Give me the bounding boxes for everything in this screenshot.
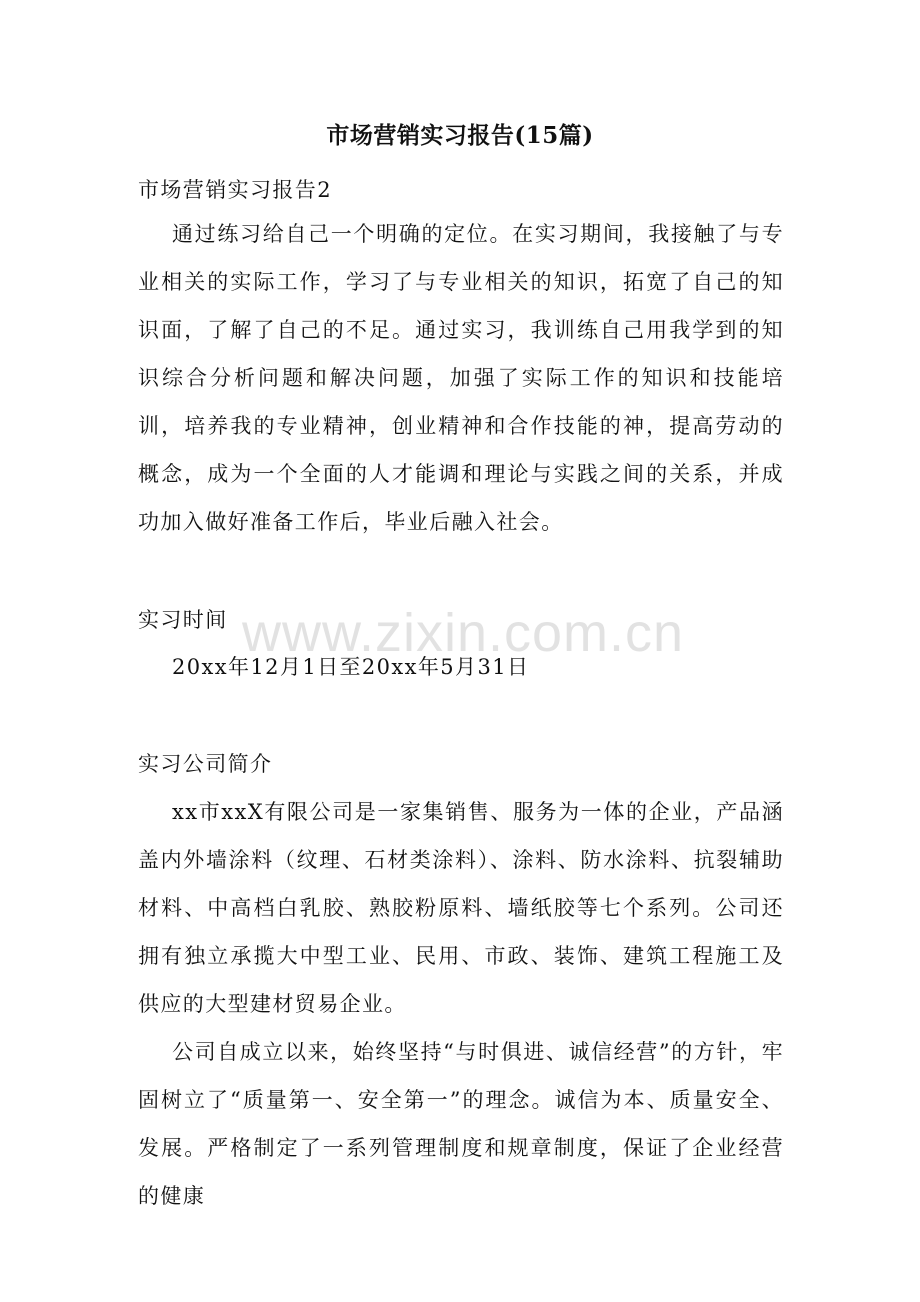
section-heading-company-intro: 实习公司简介 bbox=[138, 752, 273, 776]
internship-time-text: 20xx年12月1日至20xx年5月31日 bbox=[172, 655, 530, 679]
section-heading-internship-time: 实习时间 bbox=[138, 608, 228, 632]
document-title: 市场营销实习报告(15篇) bbox=[326, 122, 594, 149]
intro-paragraph: 通过练习给自己一个明确的定位。在实习期间，我接触了与专业相关的实际工作，学习了与专业相关的知识，拓宽了自己的知识面，了解了自己的不足。通过实习，我训练自己用我学到的知识综合分析问题和解决问题，加强了实际工作的知识和技能培训，培养我的专业精神，创业精神和合作技能的神，提高劳动的概念，成为一个全面的人才能调和理论与实践之间的关系，并成功加入做好准备工作后，毕业后融入社会。 bbox=[138, 222, 784, 534]
company-principles-paragraph: 公司自成立以来，始终坚持“与时俱进、诚信经营”的方针，牢固树立了“质量第一、安全第一”的理念。诚信为本、质量安全、发展。严格制定了一系列管理制度和规章制度，保证了企业经营的健康 bbox=[138, 1040, 784, 1208]
company-intro-paragraph: xx市xxX有限公司是一家集销售、服务为一体的企业，产品涵盖内外墙涂料（纹理、石材类涂料）、涂料、防水涂料、抗裂辅助材料、中高档白乳胶、熟胶粉原料、墙纸胶等七个系列。公司还拥有独立承揽大中型工业、民用、市政、装饰、建筑工程施工及供应的大型建材贸易企业。 bbox=[138, 800, 784, 1016]
report-subtitle: 市场营销实习报告2 bbox=[138, 178, 332, 202]
watermark-text: www.zixin.com.cn bbox=[241, 603, 685, 663]
